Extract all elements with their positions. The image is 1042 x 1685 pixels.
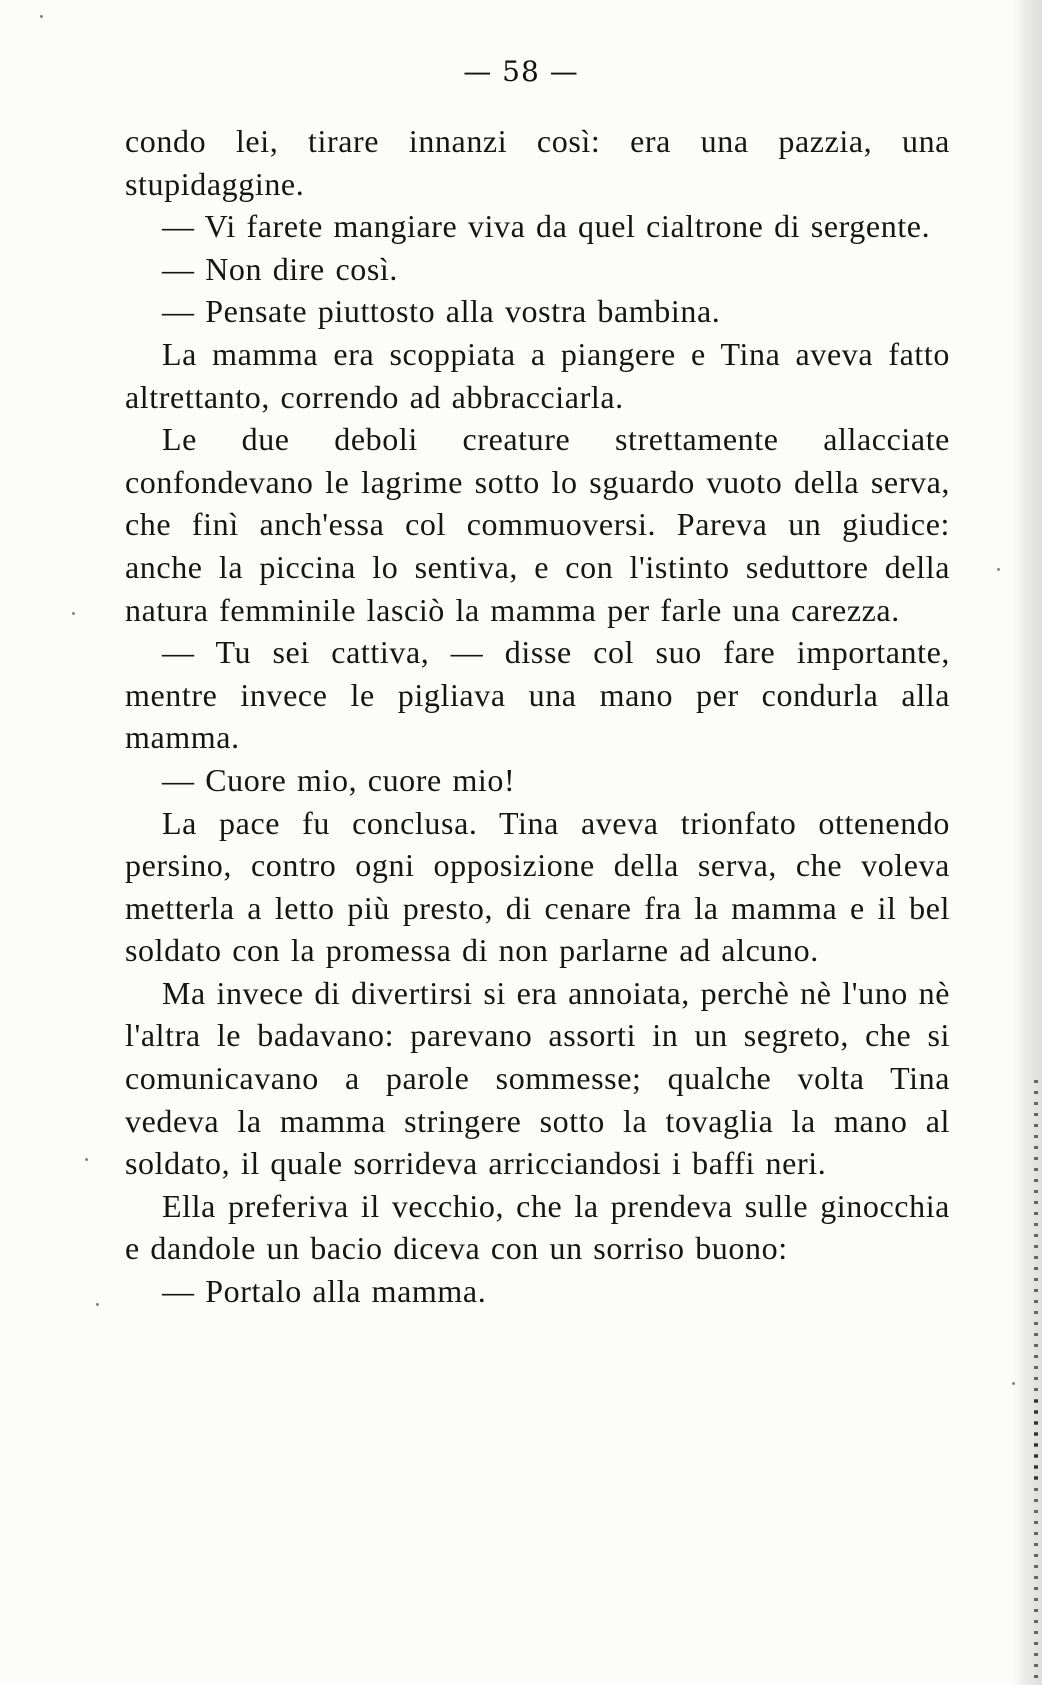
paragraph-3: — Non dire così. [162,250,399,287]
scan-speck [40,15,43,18]
page-edge-texture-lower [1034,1400,1038,1680]
paragraph-12: — Portalo alla mamma. [162,1273,487,1310]
scan-speck [96,1303,99,1306]
paragraph-2: — Vi farete mangiare viva da quel cialtrone di sergente. [162,208,931,245]
paragraph-4: — Pensate piuttosto alla vostra bambina. [162,293,721,330]
page-number: — 58 — [463,55,579,88]
paragraph-9: La pace fu conclusa. Tina aveva trionfato ottenendo persino, contro ogni opposizione della serva, che voleva metterla a letto più presto, di cenare fra la mamma e il bel soldato con la promessa di non parlarne ad alcuno. [125,804,950,969]
paragraph-10: Ma invece di divertirsi si era annoiata, perchè nè l'uno nè l'altra le badavano: parevano assorti in un segreto, che si comunicavano a parole sommesse; qualche volta Tina vedeva la mamma stringere sotto la tovaglia la mano al soldato, il quale sorrideva arricciandosi i baffi neri. [125,974,950,1182]
paragraph-11: Ella preferiva il vecchio, che la prendeva sulle ginocchia e dandole un bacio diceva con un sorriso buono: [125,1187,950,1267]
scan-speck [997,568,1000,571]
paragraph-7: — Tu sei cattiva, — disse col suo fare importante, mentre invece le pigliava una mano per condurla alla mamma. [125,634,950,756]
paragraph-5: La mamma era scoppiata a piangere e Tina aveva fatto altrettanto, correndo ad abbracciarla. [125,335,950,415]
paragraph-1: condo lei, tirare innanzi così: era una pazzia, una stupidaggine. [125,123,950,202]
paragraph-6: Le due deboli creature strettamente allacciate confondevano le lagrime sotto lo sguardo vuoto della serva, che finì anch'essa col commuoversi. Pareva un giudice: anche la piccina lo sentiva, e con l'istinto seduttore della natura femminile lasciò la mamma per farle una carezza. [125,421,950,628]
scan-speck [72,612,75,615]
body-text [125,120,950,1313]
paragraph-8: — Cuore mio, cuore mio! [162,761,516,798]
scan-speck [1012,1382,1015,1385]
scan-speck [85,1158,88,1161]
